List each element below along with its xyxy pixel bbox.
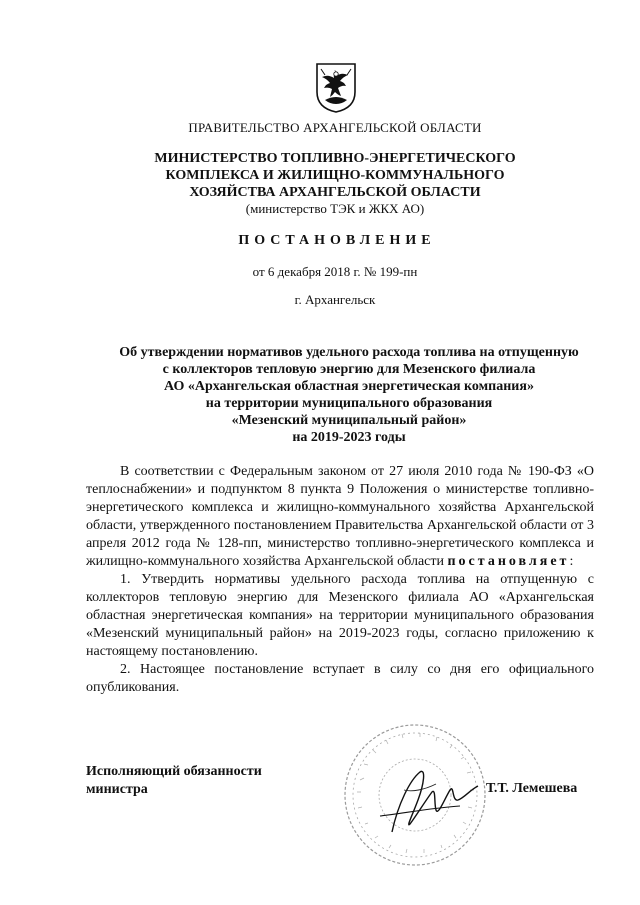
signer-name: Т.Т. Лемешева <box>486 781 578 796</box>
preamble-paragraph <box>86 463 594 571</box>
document-type: ПОСТАНОВЛЕНИЕ <box>238 233 436 248</box>
clause-1-paragraph: 1. Утвердить нормативы удельного расхода топлива на отпущенную с коллекторов тепловую энергию для Мезенского филиала АО «Архангельская областная энергетическая компания» на территории муниципального образования «Мезенский муниципальный район» на 2019-2023 годы, согласно приложению к настоящему постановлению. <box>86 572 594 659</box>
subject-line: на территории муниципального образования <box>205 396 493 411</box>
subject-line: АО «Архангельская областная энергетическая компания» <box>164 379 534 394</box>
subject-line: «Мезенский муниципальный район» <box>231 413 467 428</box>
document-body <box>86 463 594 697</box>
clause-2-paragraph: 2. Настоящее постановление вступает в силу со дня его официального опубликования. <box>86 662 594 695</box>
government-name: ПРАВИТЕЛЬСТВО АРХАНГЕЛЬСКОЙ ОБЛАСТИ <box>188 120 482 135</box>
signer-position <box>86 763 262 799</box>
official-seal <box>340 720 490 870</box>
document-city: г. Архангельск <box>294 292 376 307</box>
ministry-name-line: ХОЗЯЙСТВА АРХАНГЕЛЬСКОЙ ОБЛАСТИ <box>189 185 481 200</box>
preamble-colon: : <box>569 554 574 569</box>
preamble-text: В соответствии с Федеральным законом от 27 июля 2010 года № 190-ФЗ «О теплоснабжении» и подпунктом 8 пункта 9 Положения о министерстве топливно-энергетического комплекса и жилищно-коммунального хозяйства Архангельской области, утвержденного постановлением Правительства Архангельской области от 3 апреля 2012 года № 128-пп, министерство топливно-энергетического комплекса и жилищно-коммунального хозяйства Архангельской области <box>86 464 594 569</box>
signer-position-line: министра <box>86 782 148 797</box>
coat-of-arms-icon <box>315 62 357 114</box>
ministry-name-line: КОМПЛЕКСА И ЖИЛИЩНО-КОММУНАЛЬНОГО <box>165 168 505 183</box>
subject-line: на 2019-2023 годы <box>292 430 406 445</box>
document-date-number: от 6 декабря 2018 г. № 199-пн <box>252 264 418 279</box>
subject-line: с коллекторов тепловую энергию для Мезенского филиала <box>162 362 536 377</box>
ministry-name <box>0 150 640 201</box>
subject-line: Об утверждении нормативов удельного расхода топлива на отпущенную <box>119 345 579 360</box>
signer-position-line: Исполняющий обязанности <box>86 764 262 779</box>
document-subject <box>84 344 614 446</box>
ministry-name-line: МИНИСТЕРСТВО ТОПЛИВНО-ЭНЕРГЕТИЧЕСКОГО <box>154 151 516 166</box>
ministry-abbreviation: (министерство ТЭК и ЖКХ АО) <box>245 201 425 216</box>
resolves-word: постановляет <box>447 554 570 569</box>
signature-stroke <box>392 771 478 832</box>
